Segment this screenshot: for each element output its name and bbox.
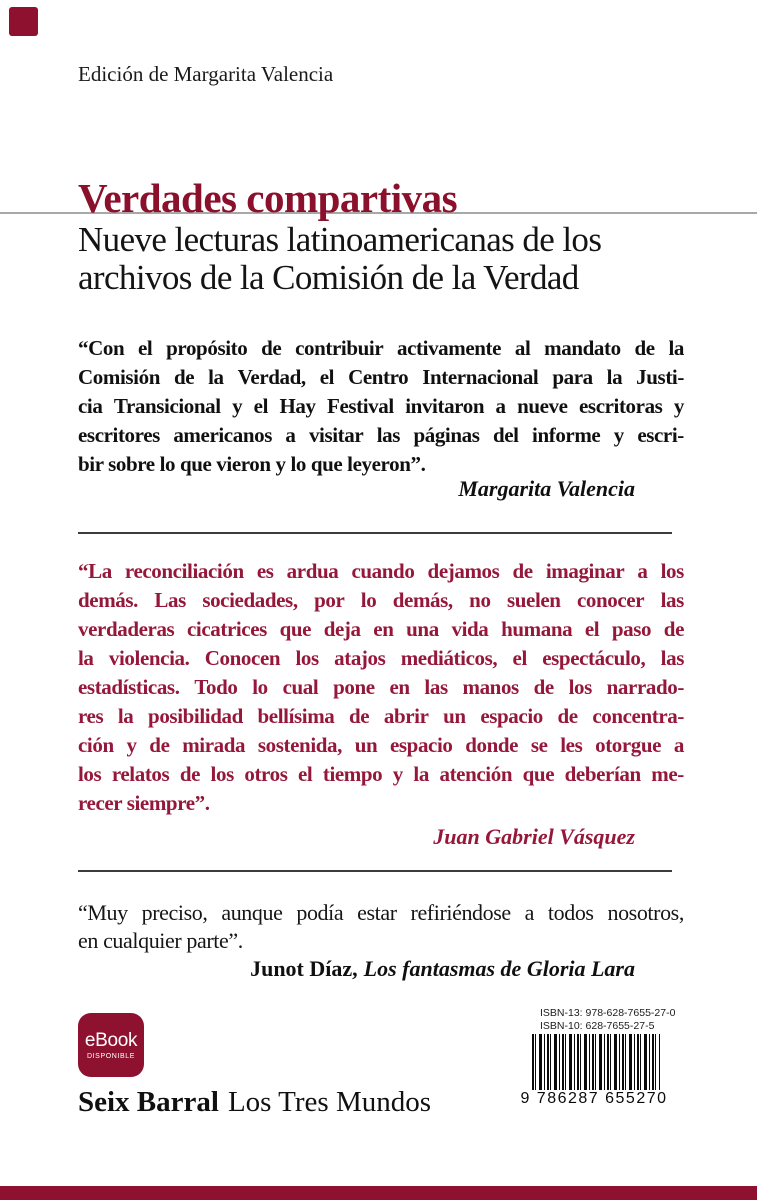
edition-note: Edición de Margarita Valencia <box>78 62 334 86</box>
attribution-junot-diaz-work: Los fantasmas de Gloria Lara <box>363 956 635 981</box>
quote-line: escritores americanos a visitar las páginas del informe y escri- <box>78 423 684 447</box>
collection-name: Los Tres Mundos <box>227 1086 432 1118</box>
attribution-junot-diaz-name: Junot Díaz, <box>250 956 358 981</box>
barcode-digits: 9 786287 655270 <box>520 1090 668 1107</box>
quote-line: demás. Las sociedades, por lo demás, no suelen conocer las <box>78 588 684 612</box>
spine-color-square <box>9 7 38 36</box>
book-subtitle-line-2: archivos de la Comisión de la Verdad <box>78 258 579 297</box>
bottom-color-band <box>0 1186 757 1200</box>
quote-line: “Con el propósito de contribuir activamente al mandato de la <box>78 336 684 360</box>
divider-rule-2 <box>78 870 672 872</box>
book-title: Verdades compartivas <box>78 175 458 221</box>
publisher-line <box>78 1086 431 1119</box>
divider-rule-1 <box>78 532 672 534</box>
quote-line: “La reconciliación es ardua cuando dejamos de imaginar a los <box>78 559 684 583</box>
quote-line: ción y de mirada sostenida, un espacio donde se les otorgue a <box>78 733 684 757</box>
ebook-badge <box>78 1013 144 1077</box>
quote-line: estadísticas. Todo lo cual pone en las manos de los narrado- <box>78 675 684 699</box>
publisher-name: Seix Barral <box>78 1086 219 1118</box>
quote-line: bir sobre lo que vieron y lo que leyeron”. <box>78 452 426 476</box>
isbn-labels <box>540 1007 675 1033</box>
isbn-10-label: ISBN-10: 628-7655-27-5 <box>540 1020 655 1032</box>
quote-line: res la posibilidad bellísima de abrir un espacio de concentra- <box>78 704 684 728</box>
quote-line: en cualquier parte”. <box>78 928 243 953</box>
isbn-13-label: ISBN-13: 978-628-7655-27-0 <box>540 1007 676 1019</box>
quote-editor <box>78 334 684 479</box>
quote-line: recer siempre”. <box>78 791 210 815</box>
quote-line: la violencia. Conocen los atajos mediáticos, el espectáculo, las <box>78 646 684 670</box>
ebook-badge-subtitle: DISPONIBLE <box>86 1052 135 1060</box>
quote-line: cia Transicional y el Hay Festival invitaron a nueve escritoras y <box>78 394 684 418</box>
barcode-bars <box>532 1034 660 1092</box>
attribution-juan-gabriel-vasquez: Juan Gabriel Vásquez <box>433 824 635 849</box>
quote-line: los relatos de los otros el tiempo y la atención que deberían me- <box>78 762 684 786</box>
quote-line: “Muy preciso, aunque podía estar refiriéndose a todos nosotros, <box>78 900 684 925</box>
book-subtitle-line-1: Nueve lecturas latinoamericanas de los <box>78 220 602 259</box>
quote-junot-diaz <box>78 899 684 955</box>
book-subtitle <box>78 221 601 297</box>
quote-juan-gabriel-vasquez <box>78 557 684 818</box>
attribution-junot-diaz <box>78 956 684 982</box>
ebook-badge-title: eBook <box>84 1029 138 1051</box>
quote-line: verdaderas cicatrices que deja en una vida humana el paso de <box>78 617 684 641</box>
quote-line: Comisión de la Verdad, el Centro Internacional para la Justi- <box>78 365 684 389</box>
attribution-margarita-valencia: Margarita Valencia <box>458 476 635 501</box>
